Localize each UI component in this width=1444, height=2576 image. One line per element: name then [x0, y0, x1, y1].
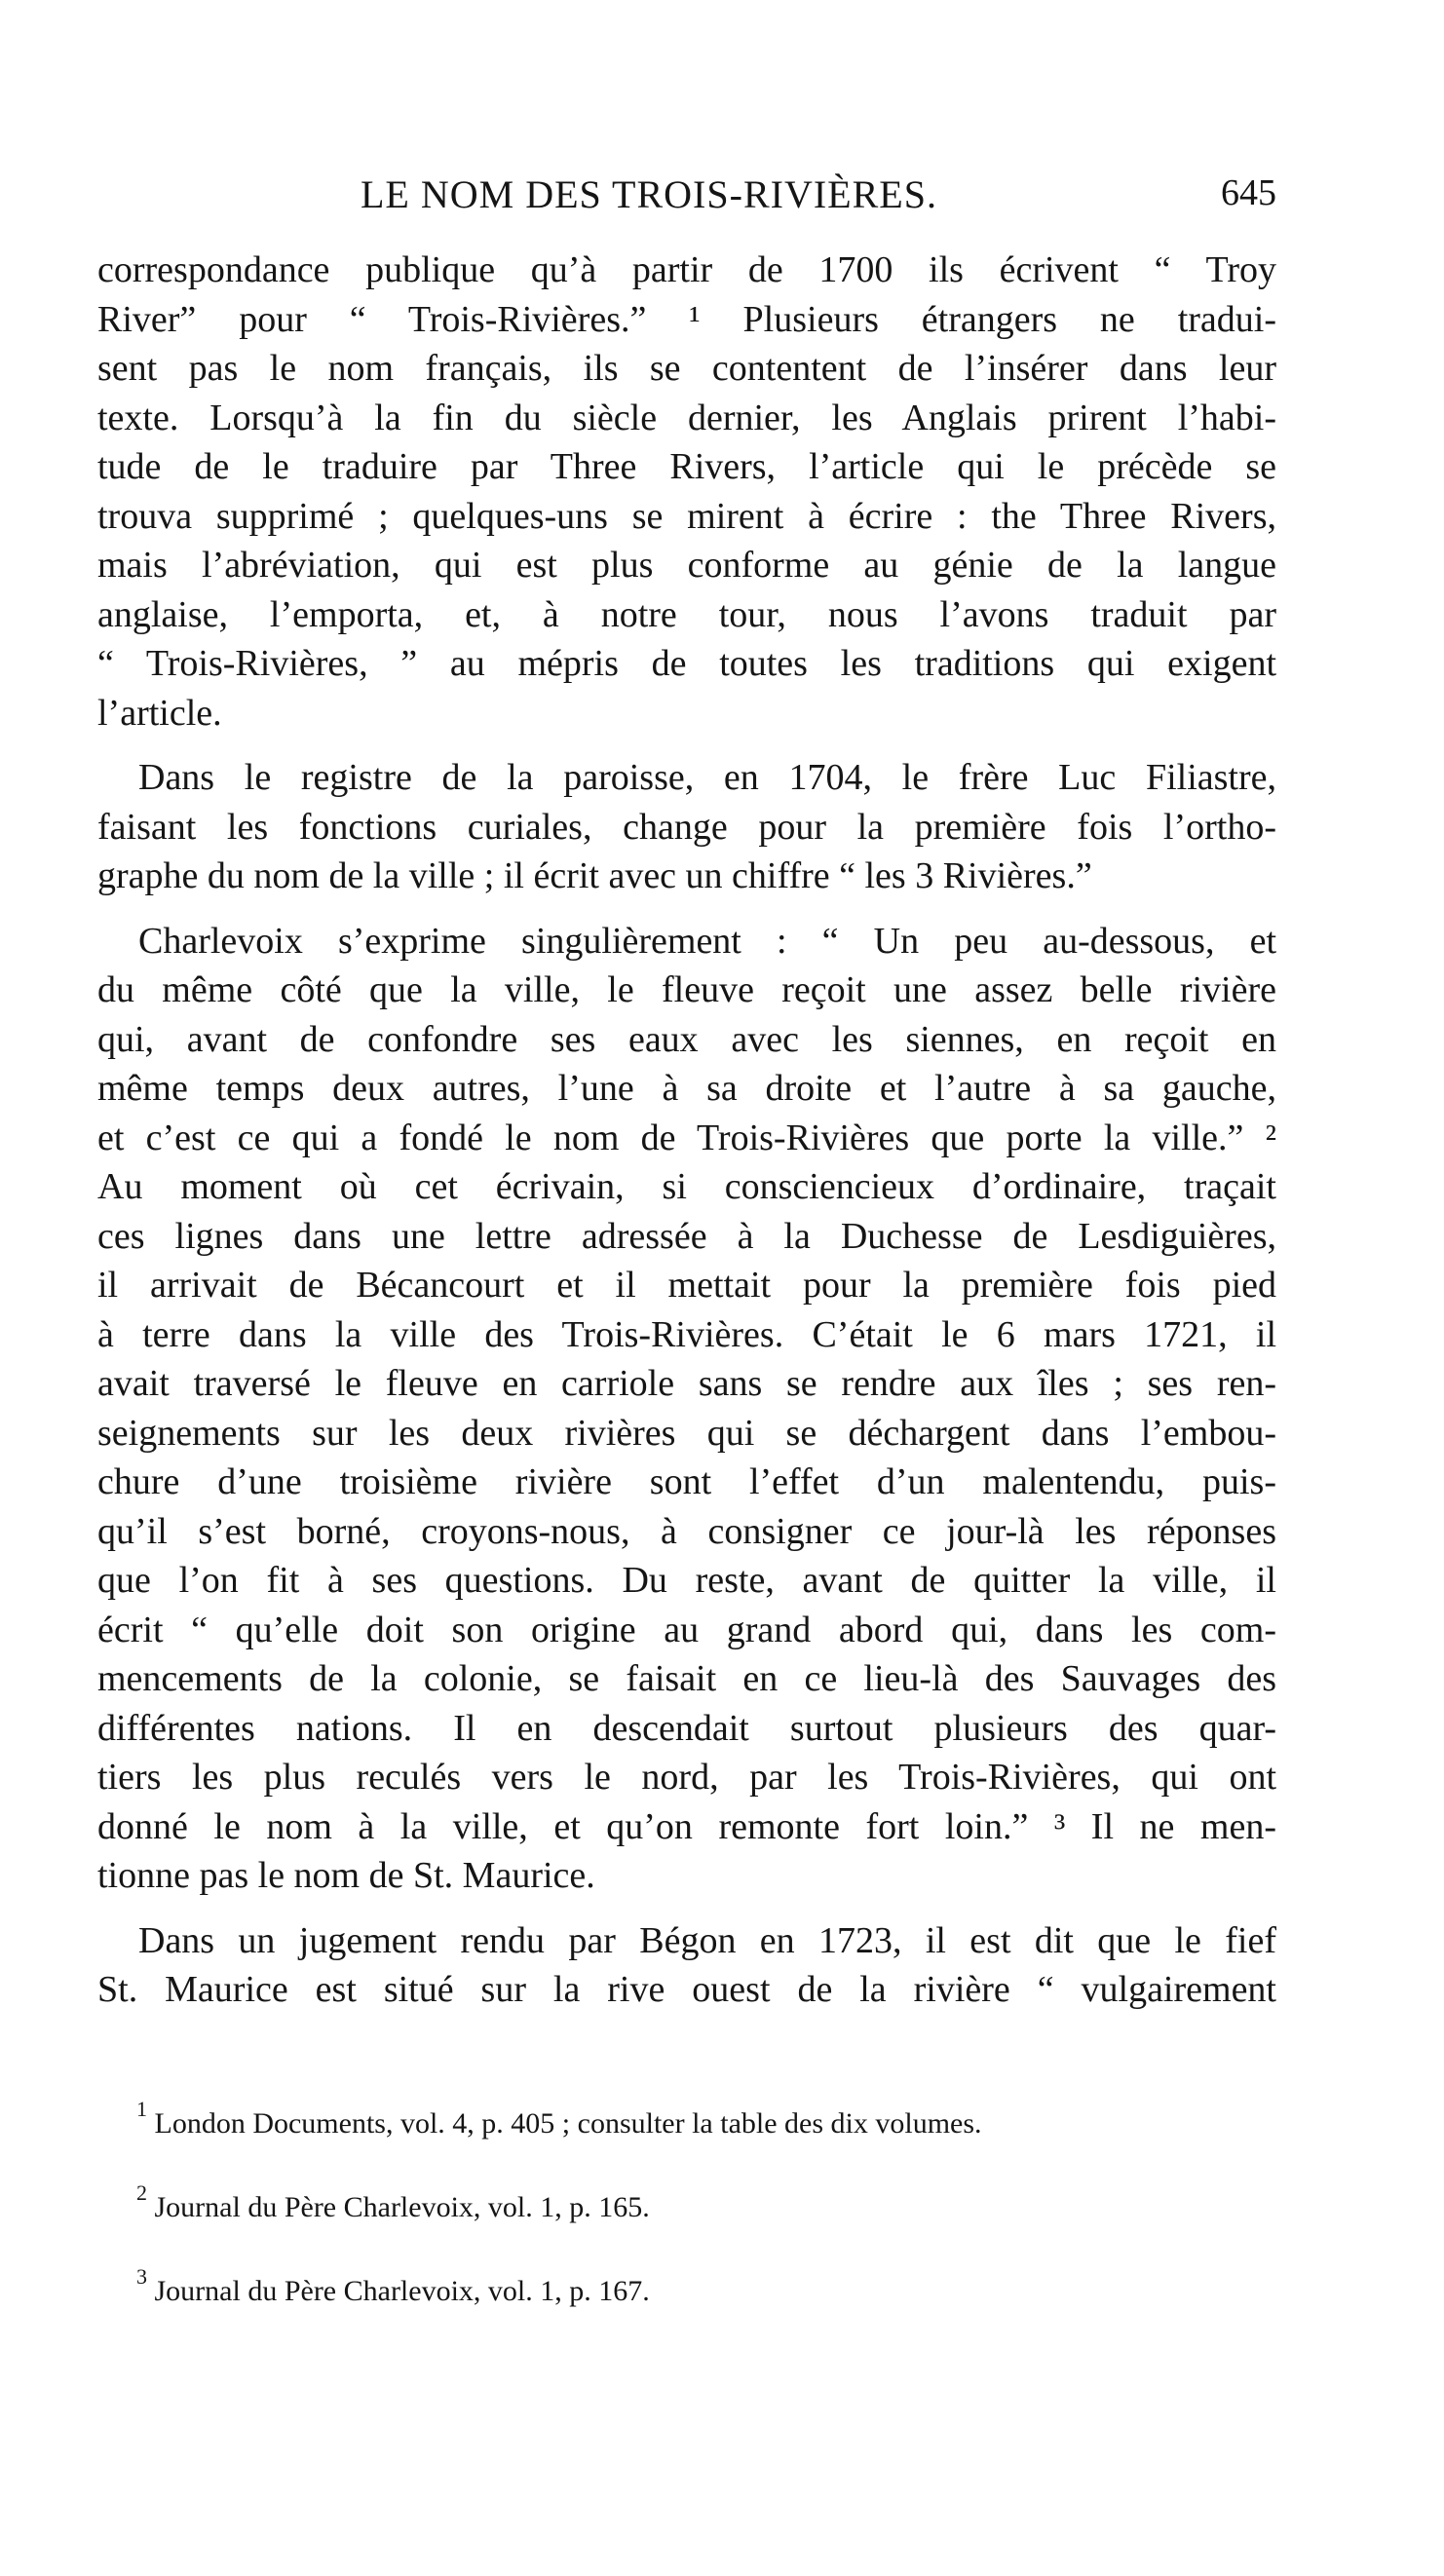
footnotes [136, 2095, 1257, 2346]
text-line: faisant les fonctions curiales, change pour la première fois l’ortho- [97, 806, 1276, 848]
text-line: écrit “ qu’elle doit son origine au grand abord qui, dans les com- [97, 1609, 1276, 1650]
text-line: mais l’abréviation, qui est plus conforme au génie de la langue [97, 545, 1276, 586]
text-line: St. Maurice est situé sur la rive ouest de la rivière “ vulgairement [97, 1969, 1276, 2010]
footnote-text: Journal du Père Charlevoix, vol. 1, p. 167. [154, 2275, 650, 2307]
paragraph [97, 917, 1276, 1901]
footnote [136, 2178, 1257, 2262]
running-title: LE NOM DES TROIS-RIVIÈRES. [361, 172, 937, 216]
page-number: 645 [1221, 172, 1276, 213]
footnote-marker: 1 [136, 2097, 147, 2121]
text-line: différentes nations. Il en descendait surtout plusieurs des quar- [97, 1707, 1276, 1749]
text-line: à terre dans la ville des Trois-Rivières. C’était le 6 mars 1721, il [97, 1313, 1276, 1355]
footnote-marker: 2 [136, 2180, 147, 2205]
footnote [136, 2262, 1257, 2346]
footnote-text: Journal du Père Charlevoix, vol. 1, p. 165. [154, 2191, 650, 2223]
paragraph-gap [97, 1901, 1276, 1916]
text-line: donné le nom à la ville, et qu’on remonte fort loin.” ³ Il ne men- [97, 1805, 1276, 1847]
paragraph-gap [97, 738, 1276, 753]
text-line: que l’on fit à ses questions. Du reste, avant de quitter la ville, il [97, 1560, 1276, 1601]
text-line: Dans un jugement rendu par Bégon en 1723, il est dit que le fief [138, 1919, 1276, 1961]
text-line: qui, avant de confondre ses eaux avec les siennes, en reçoit en [97, 1018, 1276, 1060]
text-line: tionne pas le nom de St. Maurice. [97, 1855, 595, 1896]
text-line: chure d’une troisième rivière sont l’effet d’un malentendu, puis- [97, 1461, 1276, 1502]
paragraph [97, 1916, 1276, 2015]
footnote-marker: 3 [136, 2264, 147, 2289]
text-line: l’article. [97, 692, 222, 734]
paragraph-gap [97, 901, 1276, 917]
page-header [97, 171, 1276, 230]
text-line: Au moment où cet écrivain, si consciencieux d’ordinaire, traçait [97, 1166, 1276, 1207]
text-line: Charlevoix s’exprime singulièrement : “ Un peu au-dessous, et [138, 920, 1276, 962]
text-line: qu’il s’est borné, croyons-nous, à consigner ce jour-là les réponses [97, 1510, 1276, 1552]
text-line: du même côté que la ville, le fleuve reçoit une assez belle rivière [97, 969, 1276, 1010]
text-line: texte. Lorsqu’à la fin du siècle dernier, les Anglais prirent l’habi- [97, 397, 1276, 438]
text-line: sent pas le nom français, ils se contentent de l’insérer dans leur [97, 348, 1276, 389]
footnote [136, 2095, 1257, 2178]
text-line: trouva supprimé ; quelques-uns se mirent à écrire : the Three Rivers, [97, 495, 1276, 537]
text-line: River” pour “ Trois-Rivières.” ¹ Plusieurs étrangers ne tradui- [97, 298, 1276, 340]
text-line: Dans le registre de la paroisse, en 1704, le frère Luc Filiastre, [138, 757, 1276, 798]
text-line: ces lignes dans une lettre adressée à la Duchesse de Lesdiguières, [97, 1215, 1276, 1257]
paragraph [97, 246, 1276, 738]
text-line: mencements de la colonie, se faisait en ce lieu-là des Sauvages des [97, 1658, 1276, 1699]
text-line: il arrivait de Bécancourt et il mettait pour la première fois pied [97, 1265, 1276, 1306]
footnote-text: London Documents, vol. 4, p. 405 ; consulter la table des dix volumes. [154, 2107, 982, 2140]
text-line: graphe du nom de la ville ; il écrit avec un chiffre “ les 3 Rivières.” [97, 855, 1092, 896]
text-line: seignements sur les deux rivières qui se déchargent dans l’embou- [97, 1412, 1276, 1454]
text-line: même temps deux autres, l’une à sa droite et l’autre à sa gauche, [97, 1068, 1276, 1109]
text-line: anglaise, l’emporta, et, à notre tour, nous l’avons traduit par [97, 593, 1276, 635]
body-text [97, 246, 1276, 2015]
text-line: “ Trois-Rivières, ” au mépris de toutes les traditions qui exigent [97, 643, 1276, 684]
text-line: correspondance publique qu’à partir de 1700 ils écrivent “ Troy [97, 249, 1276, 290]
text-line: avait traversé le fleuve en carriole sans se rendre aux îles ; ses ren- [97, 1363, 1276, 1404]
text-line: tiers les plus reculés vers le nord, par les Trois-Rivières, qui ont [97, 1757, 1276, 1798]
text-line: tude de le traduire par Three Rivers, l’article qui le précède se [97, 446, 1276, 487]
text-line: et c’est ce qui a fondé le nom de Trois-Rivières que porte la ville.” ² [97, 1117, 1276, 1158]
paragraph [97, 753, 1276, 901]
